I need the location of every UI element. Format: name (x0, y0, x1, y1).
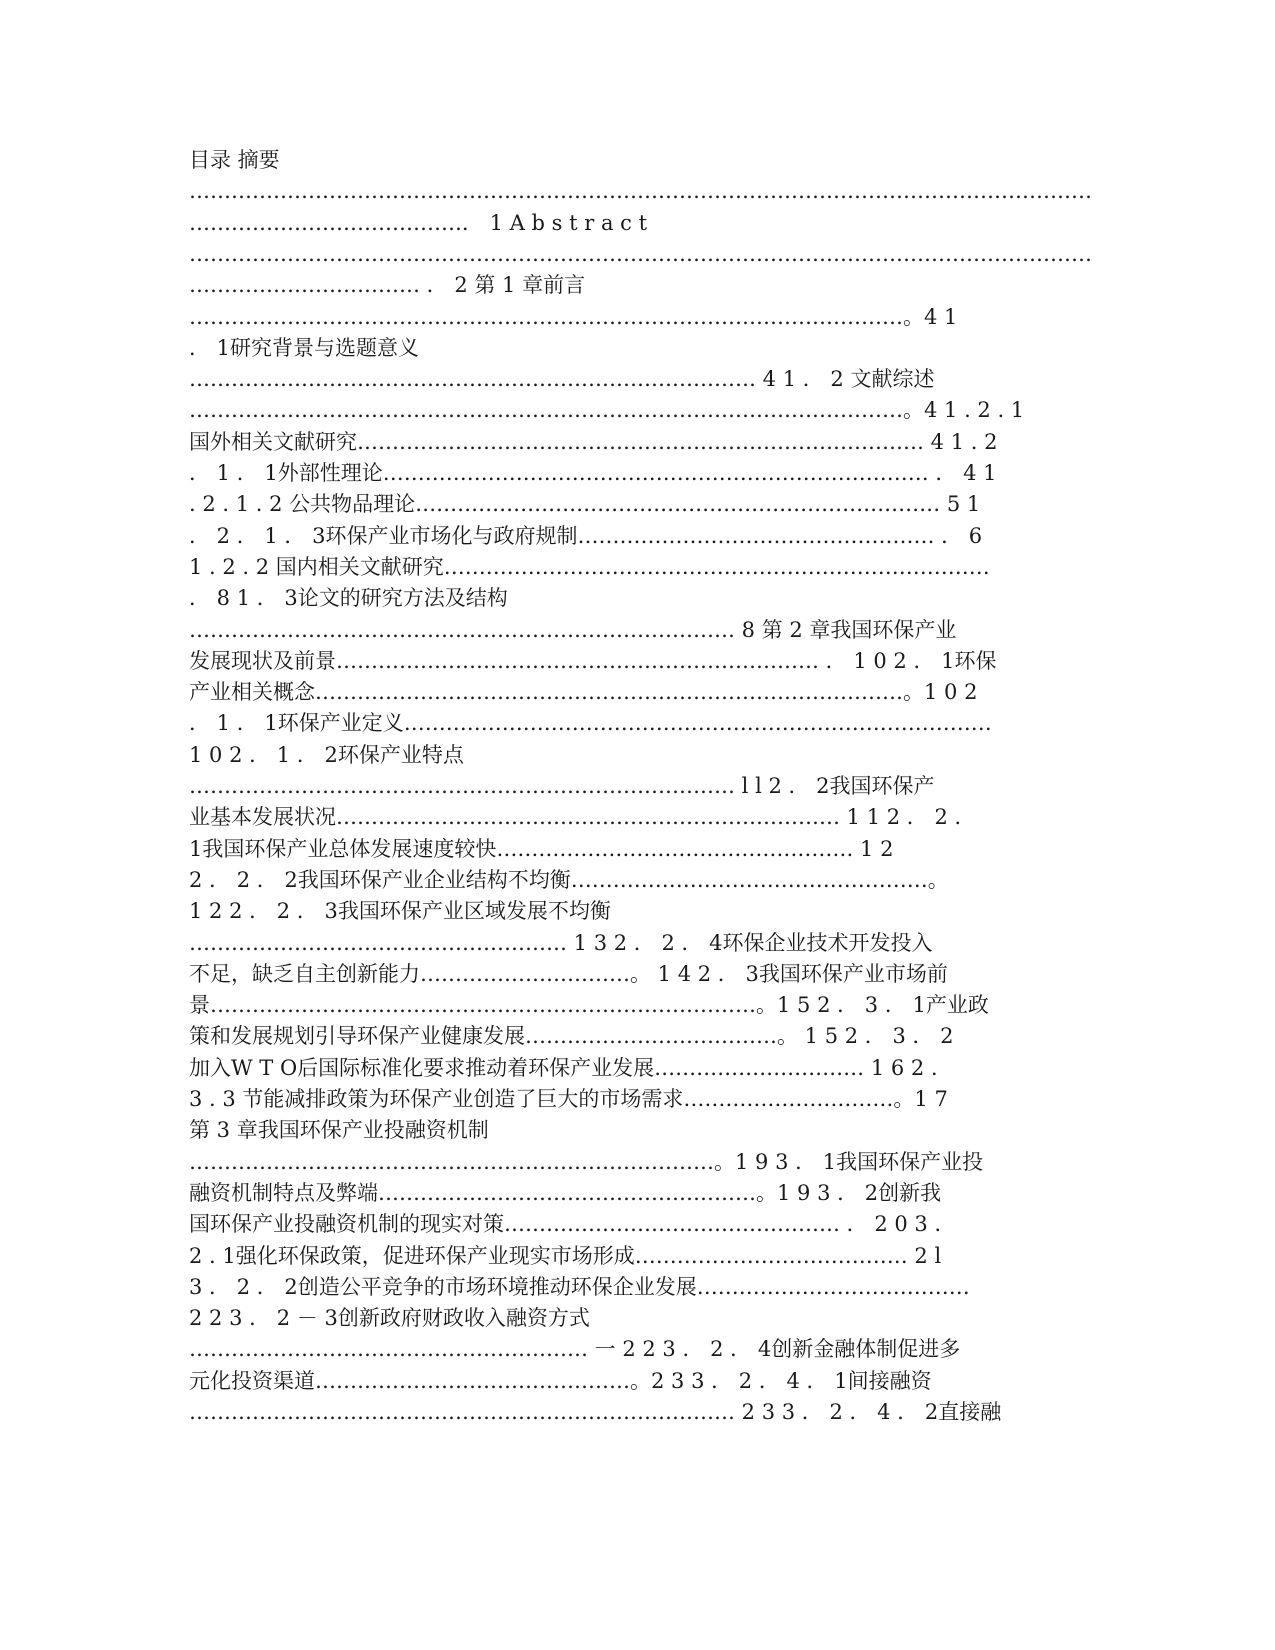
toc-line: 元化投资渠道………………………………………。2 3 3 ． 2 ． 4 ． 1间接融资 (189, 1368, 932, 1393)
toc-line: ． 1 ． 1外部性理论…………………………………………………………………… ． 4 1 (189, 461, 997, 485)
toc-line: 发展现状及前景…………………………………………………………… ． 1 0 2 ． 1环保 (189, 648, 997, 673)
toc-line: 2 2 3 ． 2 － 3创新政府财政收入融资方式 (189, 1306, 590, 1331)
toc-line: ． 2 ． 1 ． 3环保产业市场化与政府规制…………………………………………… ． 6 (189, 523, 983, 548)
toc-line: 业基本发展状况……………………………………………………………… 1 1 2 ． 2 ． (189, 805, 976, 830)
toc-line: …………………………………………………………………………………………。4 1 (189, 304, 958, 329)
toc-line: 3 ． 2 ． 2创造公平竞争的市场环境推动环保企业发展………………………………… (189, 1274, 970, 1299)
toc-line: …………………………… ． 2 第 1 章前言 (189, 273, 586, 298)
toc-line: 加入W T O后国际标准化要求推动着环保产业发展………………………… 1 6 2 ． (189, 1055, 952, 1080)
toc-line: 1 2 2 ． 2 ． 3我国环保产业区域发展不均衡 (189, 899, 611, 924)
toc-line: ． 1研究背景与选题意义 (189, 335, 420, 360)
toc-heading: 目录 摘要 (189, 148, 280, 172)
toc-line: ………………………………………………………………………………………………………………… (189, 179, 1092, 204)
toc-line: 国外相关文献研究……………………………………………………………………… 4 1 . 2 (189, 429, 998, 454)
toc-line: 3 . 3 节能减排政策为环保产业创造了巨大的市场需求…………………………。1 7 (189, 1087, 948, 1111)
toc-line: 景……………………………………………………………………。1 5 2 ． 3 ． 1产业政 (189, 993, 989, 1018)
toc-line: 国环保产业投融资机制的现实对策………………………………………… ． 2 0 3 ． (189, 1212, 956, 1237)
toc-line: 2 ． 2 ． 2我国环保产业企业结构不均衡……………………………………………。 (189, 867, 949, 892)
toc-line: 融资机制特点及弊端………………………………………………。1 9 3 ． 2创新我 (189, 1180, 942, 1205)
toc-line: . 2 . 1 . 2 公共物品理论………………………………………………………………… 5 1 (189, 492, 981, 517)
toc-line: ………………………………………………………………………………………………………………… (189, 241, 1092, 266)
toc-line: …………………………………． 1 A b s t r a c t (189, 210, 648, 235)
toc-line: 2 . 1强化环保政策，促进环保产业现实市场形成………………………………… 2 l (189, 1243, 942, 1268)
toc-line: …………………………………………………………………… 2 3 3 ． 2 ． 4 ． 2直接融 (189, 1400, 1002, 1424)
toc-line: 不足，缺乏自主创新能力…………………………。 1 4 2 ． 3我国环保产业市场前 (189, 961, 948, 986)
toc-line: ……………………………………………………………………… 4 1 ． 2 文献综述 (189, 367, 935, 392)
toc-line: 第 3 章我国环保产业投融资机制 (189, 1118, 489, 1143)
toc-line: ． 1 ． 1环保产业定义………………………………………………………………………… (189, 711, 992, 736)
toc-line: …………………………………………………………………………………………。4 1 . 2 . 1 (189, 398, 1025, 423)
toc-line: 1我国环保产业总体发展速度较快…………………………………………… 1 2 (189, 836, 894, 861)
toc-line: 1 . 2 . 2 国内相关文献研究…………………………………………………………………… (189, 554, 990, 579)
toc-line: …………………………………………………………………。1 9 3 ． 1我国环保产业投 (189, 1149, 984, 1174)
toc-line: ………………………………………………… 一 2 2 3 ． 2 ． 4创新金融体制促进多 (189, 1337, 961, 1362)
toc-line: 1 0 2 ． 1 ． 2环保产业特点 (189, 742, 464, 767)
toc-line: ……………………………………………… 1 3 2 ． 2 ． 4环保企业技术开发投入 (189, 930, 933, 955)
toc-line: 产业相关概念…………………………………………………………………………。1 0 2 (189, 680, 978, 705)
toc-line: ． 8 1 ． 3论文的研究方法及结构 (189, 586, 508, 611)
toc-line: …………………………………………………………………… l l 2 ． 2我国环保产 (189, 774, 935, 798)
toc-line: 策和发展规划引导环保产业健康发展………………………………。 1 5 2 ． 3 ． 2 (189, 1024, 954, 1049)
toc-line: …………………………………………………………………… 8 第 2 章我国环保产业 (189, 617, 957, 642)
